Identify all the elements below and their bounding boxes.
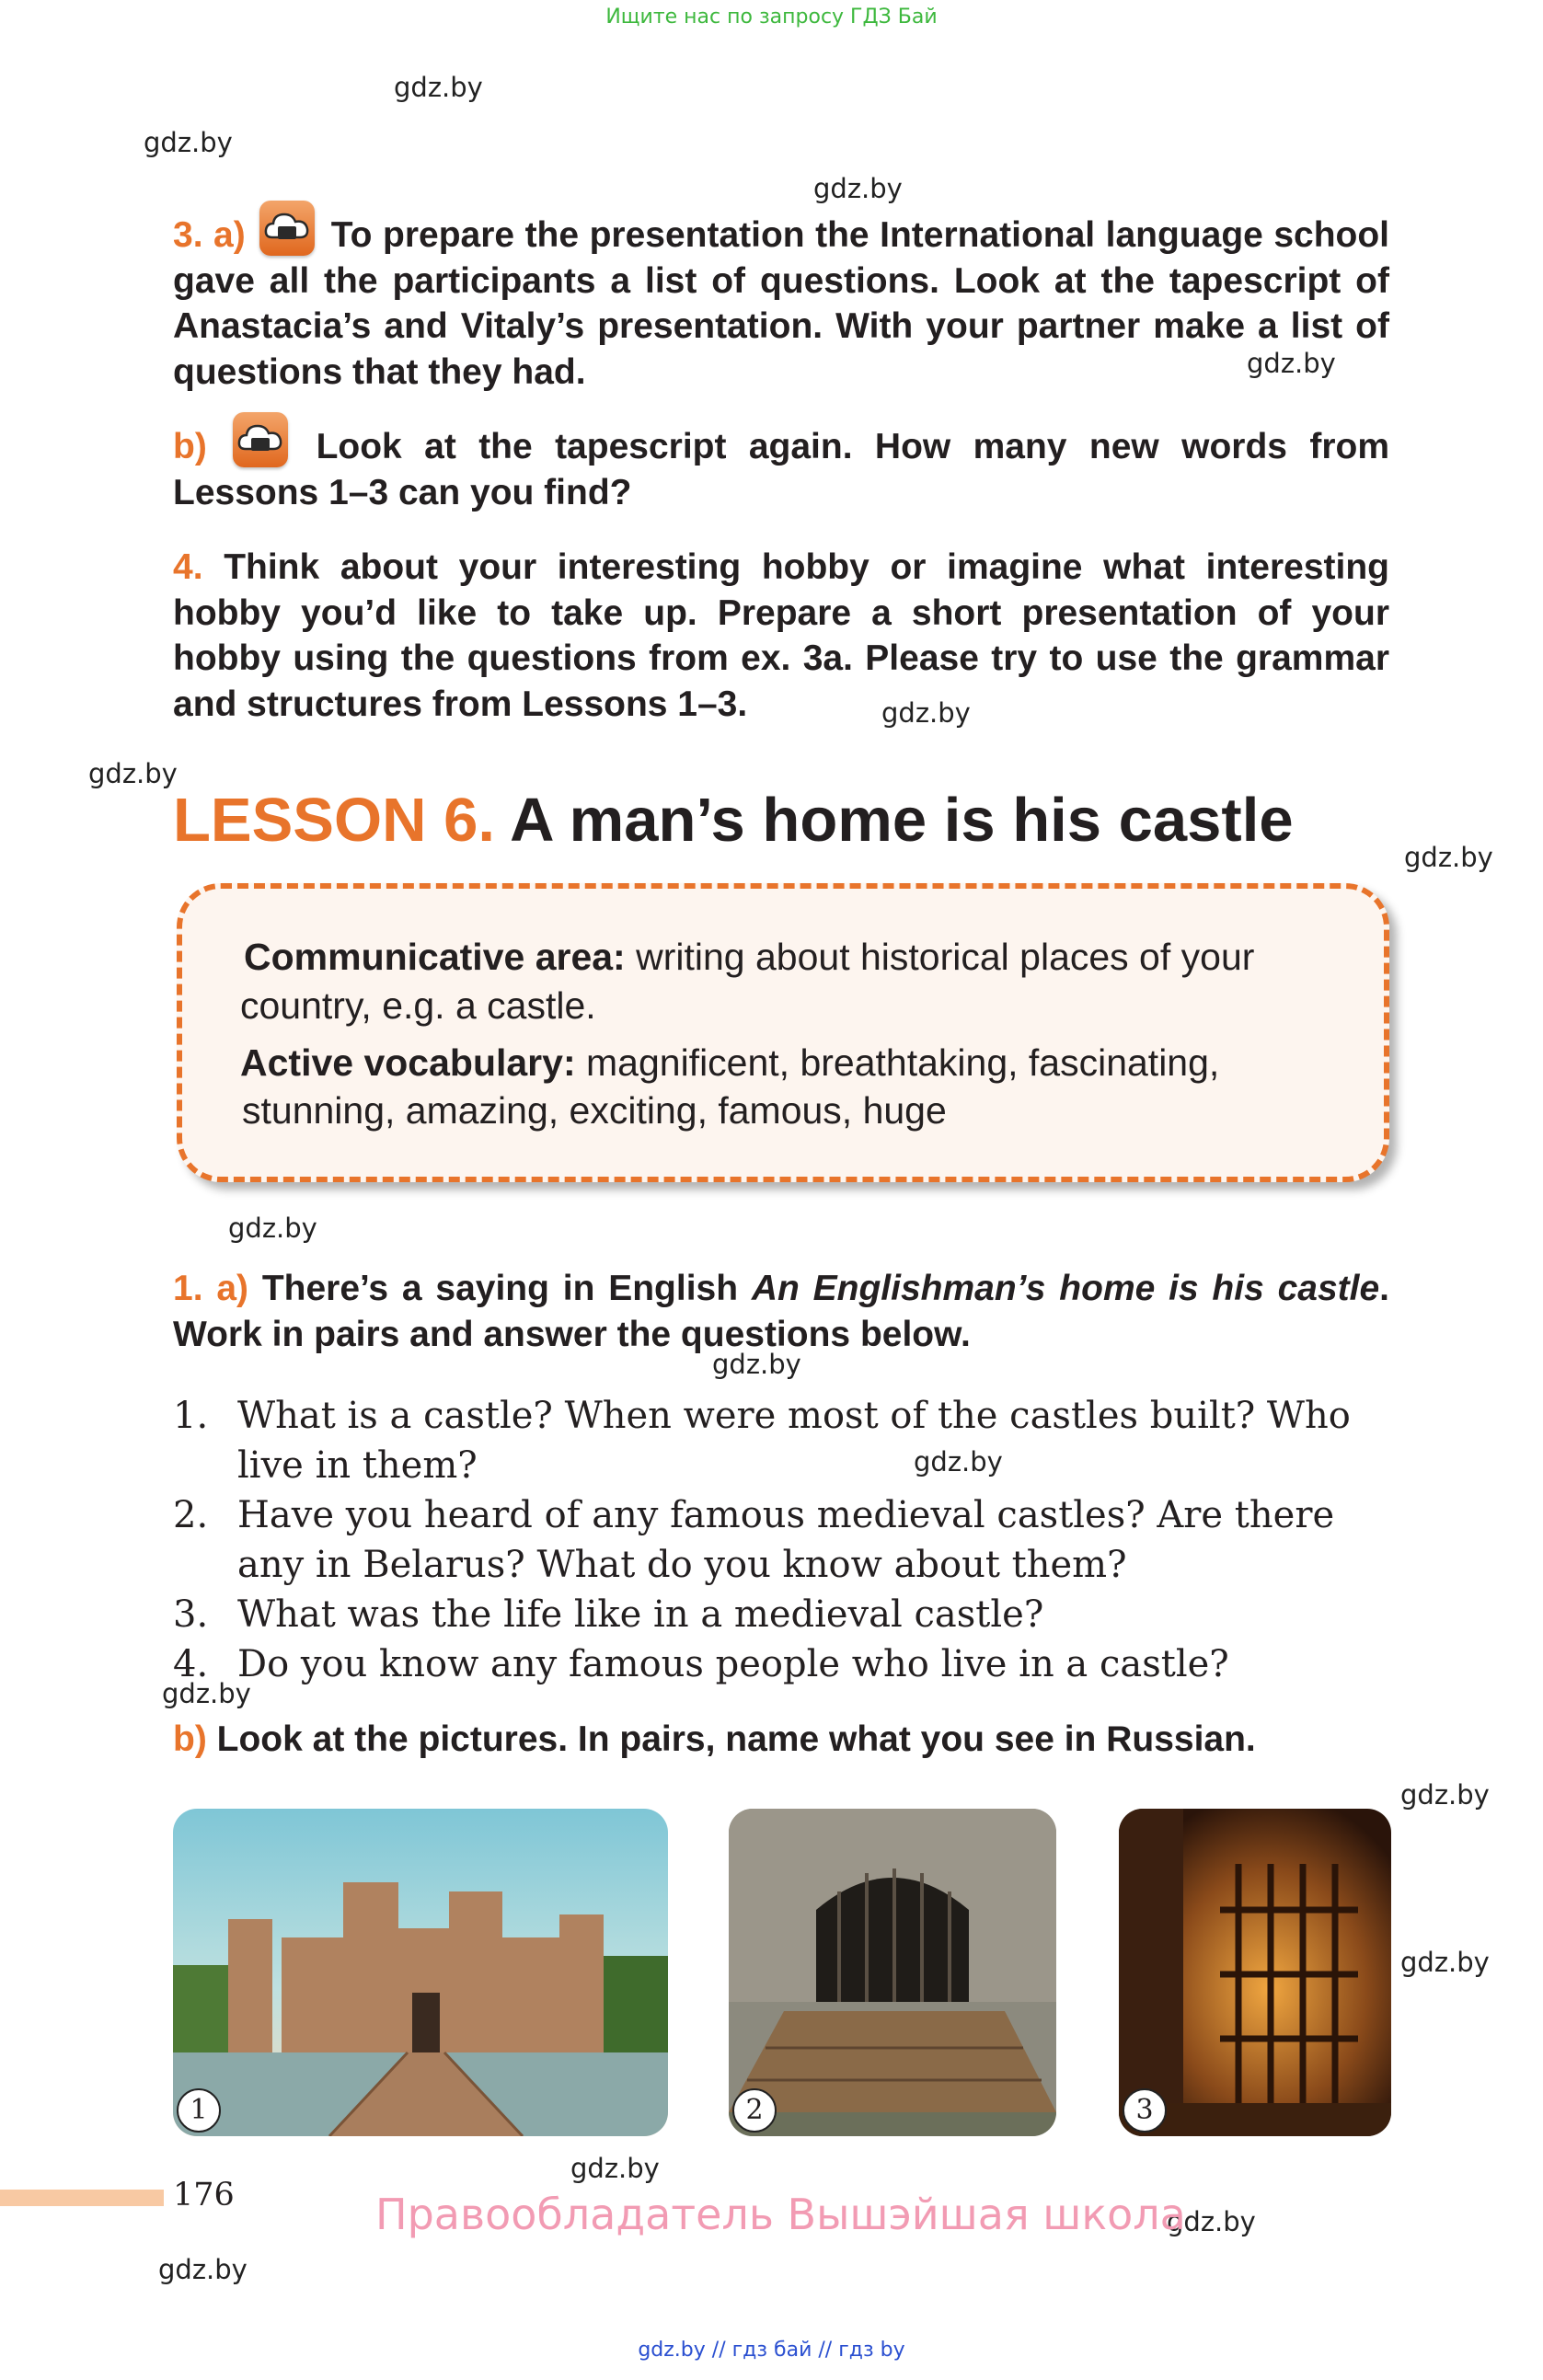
- watermark: gdz.by: [712, 1349, 801, 1380]
- active-vocabulary-text: magnificent, breathtaking, fascinating,: [586, 1041, 1220, 1084]
- exercise-3a-number: 3. a): [173, 215, 246, 255]
- active-vocabulary-label: Active vocabulary:: [240, 1041, 576, 1084]
- watermark: gdz.by: [813, 173, 903, 204]
- picture-number-badge: 2: [732, 2088, 777, 2133]
- exercise-1b: [173, 1717, 1389, 1763]
- watermark: gdz.by: [570, 2153, 660, 2184]
- watermark: gdz.by: [881, 697, 971, 729]
- watermark: gdz.by: [1400, 1779, 1490, 1811]
- lesson-heading: A man’s home is his castle: [510, 786, 1294, 855]
- communicative-area-line2: country, e.g. a castle.: [240, 984, 596, 1027]
- list-item: [173, 1639, 1397, 1689]
- page-number: 176: [173, 2177, 235, 2213]
- lesson-info-box: [177, 883, 1389, 1182]
- exercise-3b: [173, 412, 1389, 515]
- active-vocabulary: [240, 1039, 1219, 1087]
- watermark: gdz.by: [914, 1446, 1003, 1477]
- question-number: 4.: [173, 1643, 209, 1685]
- watermark: gdz.by: [158, 2254, 248, 2285]
- communicative-area-label: Communicative area:: [244, 936, 626, 978]
- questions-list: [173, 1391, 1397, 1689]
- question-number: 2.: [173, 1494, 209, 1536]
- watermark: gdz.by: [394, 72, 483, 103]
- audio-cloud-icon[interactable]: [233, 412, 288, 467]
- exercise-3a-text: To prepare the presentation the International language school gave all the participants a list of questions. Look at the tapescript of Anastacia’s and Vitaly’s presentation. With your partner make a list of questions that they had.: [173, 215, 1390, 392]
- audio-cloud-icon[interactable]: [259, 201, 315, 256]
- active-vocabulary-line2: stunning, amazing, exciting, famous, huge: [242, 1089, 947, 1132]
- bottom-links[interactable]: gdz.by // гдз бай // гдз by: [638, 2339, 905, 2362]
- picture-number-badge: 1: [177, 2088, 221, 2133]
- communicative-area-text: writing about historical places of your: [636, 936, 1255, 978]
- exercise-3b-number: b): [173, 427, 207, 466]
- exercise-1a: [173, 1266, 1389, 1357]
- watermark: gdz.by: [144, 127, 233, 158]
- watermark: gdz.by: [88, 758, 178, 789]
- question-text: What was the life like in a medieval castle?: [237, 1593, 1044, 1636]
- exercise-4: [173, 545, 1389, 727]
- dungeon-picture: [1119, 1809, 1391, 2136]
- communicative-area: [244, 933, 1254, 982]
- watermark: gdz.by: [1400, 1947, 1490, 1978]
- list-item: [173, 1490, 1397, 1590]
- lesson-label: LESSON 6.: [173, 786, 495, 855]
- question-number: 3.: [173, 1593, 209, 1636]
- exercise-4-text: Think about your interesting hobby or imagine what interesting hobby you’d like to take up. Prepare a short presentation of your hobby using the questions from ex. 3a. Please try to use the grammar and structures from Lessons 1–3.: [173, 547, 1389, 724]
- picture-number-badge: 3: [1123, 2088, 1167, 2133]
- castle-picture: [173, 1809, 668, 2136]
- watermark: gdz.by: [1167, 2206, 1256, 2237]
- exercise-1b-number: b): [173, 1719, 207, 1759]
- exercise-4-number: 4.: [173, 547, 203, 587]
- exercise-3b-text: Look at the tapescript again. How many new words from Lessons 1–3 can you find?: [173, 427, 1389, 512]
- list-item: [173, 1391, 1397, 1490]
- lesson-title: [173, 784, 1294, 857]
- question-text: What is a castle? When were most of the castles built? Who live in them?: [237, 1395, 1351, 1487]
- exercise-1b-text: Look at the pictures. In pairs, name what you see in Russian.: [216, 1719, 1256, 1759]
- watermark: gdz.by: [1404, 842, 1493, 873]
- watermark: gdz.by: [1247, 348, 1336, 379]
- watermark: gdz.by: [162, 1678, 251, 1709]
- question-text: Do you know any famous people who live in a castle?: [237, 1643, 1229, 1685]
- copyright-notice: Правообладатель Вышэйшая школа: [375, 2190, 1186, 2239]
- watermark: gdz.by: [228, 1213, 317, 1244]
- question-number: 1.: [173, 1395, 209, 1437]
- exercise-1a-text: There’s a saying in English: [261, 1269, 739, 1308]
- exercise-1a-instruction: . Work in pairs and answer the questions below.: [173, 1269, 1390, 1354]
- footer-accent-bar: [0, 2190, 164, 2206]
- exercise-3a: [173, 201, 1389, 395]
- exercise-1a-saying: An Englishman’s home is his castle: [751, 1269, 1380, 1308]
- question-text: Have you heard of any famous medieval castles? Are there any in Belarus? What do you know about them?: [237, 1494, 1335, 1586]
- list-item: [173, 1590, 1397, 1639]
- top-banner[interactable]: Ищите нас по запросу ГДЗ Бай: [605, 6, 938, 29]
- castle-gate-picture: [729, 1809, 1056, 2136]
- exercise-1a-number: 1. a): [173, 1269, 249, 1308]
